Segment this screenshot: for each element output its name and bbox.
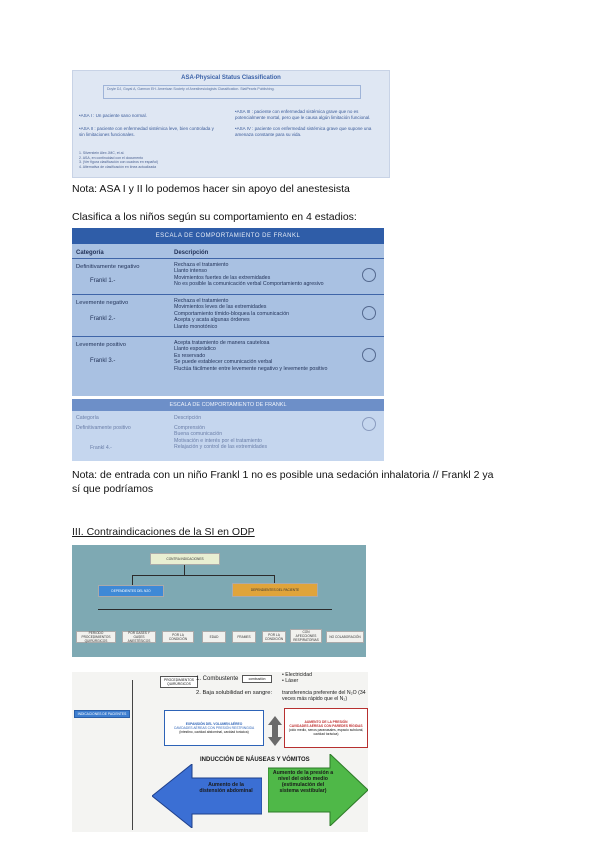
n2o-contraindications-diagram [72, 672, 368, 832]
sad-face-icon [362, 306, 376, 320]
asa-3-text: •ASA III : paciente con enfermedad sistémica grave que no es potencialmente mortal, pero que le causa algún limitación funcional. [235, 109, 371, 120]
desc-line: Llanto esporádico [174, 346, 216, 353]
desc-line: No es posible la comunicación verbal Comportamiento agresivo [174, 281, 324, 288]
frankl-label: Frankl 3.- [90, 358, 116, 364]
frankl-label: Frankl 4.- [90, 445, 112, 451]
frankl-category: Definitivamente positivo [76, 425, 131, 431]
divider [72, 258, 384, 259]
paragraph-frankl-intro: Clasifica a los niños según su comportamiento en 4 estadios: [72, 211, 357, 223]
up-down-arrow-icon [268, 716, 282, 746]
connector [132, 575, 274, 576]
col-header-category: Categoría [76, 250, 104, 256]
desc-line: Rechaza el tratamiento [174, 262, 229, 268]
solubility-detail: transferencia preferente del N₂O (34 veces más rápido que el N₂) [282, 690, 366, 702]
pressure-increase-title: AUMENTO DE LA PRESIÓN [304, 720, 348, 724]
desc-line: Es reservado [174, 352, 206, 359]
desc-line: Acepta y acata algunas órdenes [174, 317, 250, 324]
combustion-box: combustión [242, 675, 272, 683]
frankl-description [174, 425, 267, 451]
tree-root-box: CONTRA INDICACIONES [150, 553, 220, 565]
desc-line: Movimientos leves de las extremidades [174, 304, 267, 311]
combustion-sources [282, 672, 312, 684]
frankl-description [174, 298, 289, 330]
frankl-description [174, 262, 324, 288]
asa-slide-title: ASA-Physical Status Classification [181, 75, 281, 81]
tree-leaf: FRAMES [232, 631, 256, 643]
asa-col-left [79, 113, 219, 138]
col-header-category: Categoría [76, 415, 99, 421]
asa-slide-reference: Doyle DJ, Goyal A, Garmon EH. American Society of Anesthesiologists Classification. StatPearls Publishing. [103, 85, 361, 99]
volume-expansion-box [164, 710, 264, 746]
col-header-description: Descripción [174, 250, 209, 256]
asa-footnote: 2. ASA, en continuidad con el documento [79, 155, 144, 160]
pressure-increase-text: (oído medio, senos paranasales, espacio subdural, cavidad torácica) [288, 728, 364, 736]
section-heading: III. Contraindicaciones de la SI en ODP [72, 526, 255, 538]
desc-line: Rechaza el tratamiento [174, 298, 229, 304]
blue-arrow-shape [152, 764, 262, 828]
divider [72, 336, 384, 337]
tree-leaf: POR GASES Y GASES ANESTÉSICOS [122, 631, 156, 643]
asa-col-right [235, 109, 385, 138]
tree-leaf: POR LA CONDICIÓN [262, 631, 286, 643]
frankl-label: Frankl 2.- [90, 316, 116, 322]
procedures-box: PROCEDIMIENTOS QUIRÚRGICOS [160, 676, 198, 688]
frankl-category: Levemente positivo [76, 342, 126, 348]
frankl-category: Levemente negativo [76, 300, 129, 306]
tree-leaf: PERIODO PROCEDIMIENTOS QUIRÚRGICOS [76, 631, 116, 643]
frankl-category: Definitivamente negativo [76, 264, 140, 270]
asa-footnote: 1. Silverstein Alex JMC, et al. [79, 151, 125, 155]
asa-footnote: 3. (Ver figura clasificación con cuadros en español) [79, 160, 159, 165]
pressure-increase-box [284, 708, 368, 748]
blue-arrow-text: Aumento de la distensión abdominal [199, 782, 253, 794]
tree-leaf: POR LA CONDICIÓN [162, 631, 194, 643]
connector [98, 609, 332, 610]
asa-4-text: •ASA IV : paciente con enfermedad sistémica grave que supone una amenaza constante para su vida. [235, 126, 372, 137]
desc-line: Llanto monotónico [174, 323, 218, 330]
desc-line: Relajación y control de las extremidades [174, 444, 268, 451]
asa-2-text: •ASA II : paciente con enfermedad sistémica leve, bien controlada y sin limitaciones funcionales. [79, 126, 214, 137]
desc-line: Llanto intenso [174, 268, 207, 275]
volume-expansion-title: EXPANSIÓN DEL VOLUMEN AÉREO [185, 722, 243, 726]
happy-face-icon [362, 417, 376, 431]
divider [72, 294, 384, 295]
frankl-table-header: ESCALA DE COMPORTAMIENTO DE FRANKL [72, 399, 384, 411]
desc-line: Comprensión [174, 425, 205, 431]
source-line: • Electricidad [282, 672, 313, 678]
green-arrow-text: Aumento de la presión a nivel del oído medio (estimulación del sistema vestibular) [272, 770, 334, 794]
contraindications-tree-diagram [72, 545, 366, 657]
desc-line: Acepta tratamiento de manera cautelosa [174, 340, 270, 346]
desc-line: Movimientos fuertes de las extremidades [174, 274, 271, 281]
col-header-description: Descripción [174, 415, 202, 421]
desc-line: Se puede establecer comunicación verbal [174, 359, 273, 366]
desc-line: Comportamiento tímido-bloquea la comunicación [174, 310, 290, 317]
asa-1-text: •ASA I : Un paciente sano normal. [79, 113, 147, 118]
frankl-scale-table [72, 228, 384, 396]
volume-expansion-subtitle: CAVIDADES AÉREAS CON PRESIÓN RESTRINGIDA [173, 726, 255, 730]
nausea-title: INDUCCIÓN DE NÁUSEAS Y VÓMITOS [200, 757, 310, 763]
asa-footnotes [79, 151, 158, 169]
tree-right-box: DEPENDIENTES DEL PACIENTE [232, 583, 318, 597]
desc-line: Motivación e interés por el tratamiento [174, 437, 262, 444]
connector [132, 680, 133, 830]
frankl-description [174, 340, 374, 372]
pressure-increase-subtitle: CAVIDADES AÉREAS CON PAREDES RÍGIDAS [289, 724, 363, 728]
tree-leaf: EDAD [202, 631, 226, 643]
volume-expansion-text: (intestino, cavidad abdominal, cavidad torácica) [179, 730, 249, 734]
desc-line: Fluctúa fácilmente entre levemente negativo y levemente positivo [174, 365, 328, 372]
crying-face-icon [362, 268, 376, 282]
desc-line: Buena comunicación [174, 431, 223, 438]
note-asa: Nota: ASA I y II lo podemos hacer sin apoyo del anestesista [72, 183, 350, 195]
neutral-face-icon [362, 348, 376, 362]
frankl-table-header: ESCALA DE COMPORTAMIENTO DE FRANKL [72, 228, 384, 244]
note-line: sí que podríamos [72, 483, 154, 495]
item-combustente: 1. Combustente [196, 676, 239, 682]
frankl-scale-table-2 [72, 399, 384, 461]
note-frankl [72, 468, 493, 496]
patient-indications-box: INDICACIONES DE PACIENTES [74, 710, 130, 718]
note-line: Nota: de entrada con un niño Frankl 1 no es posible una sedación inhalatoria // Frankl 2 ya [72, 469, 494, 481]
connector [132, 575, 133, 585]
tree-leaf: NO COLABORACIÓN [326, 631, 364, 643]
item-solubility: 2. Baja solubilidad en sangre: [196, 690, 273, 696]
connector [184, 565, 185, 575]
frankl-label: Frankl 1.- [90, 278, 116, 284]
source-line: • Láser [282, 678, 299, 684]
tree-left-box: DEPENDIENTES DEL N2O [98, 585, 164, 597]
tree-leaf: CON AFECCIONES RESPIRATORIAS [290, 629, 322, 643]
asa-classification-slide [72, 70, 390, 178]
asa-footnote: 4. Alternativa de clasificación en línea actualizada [79, 164, 157, 169]
